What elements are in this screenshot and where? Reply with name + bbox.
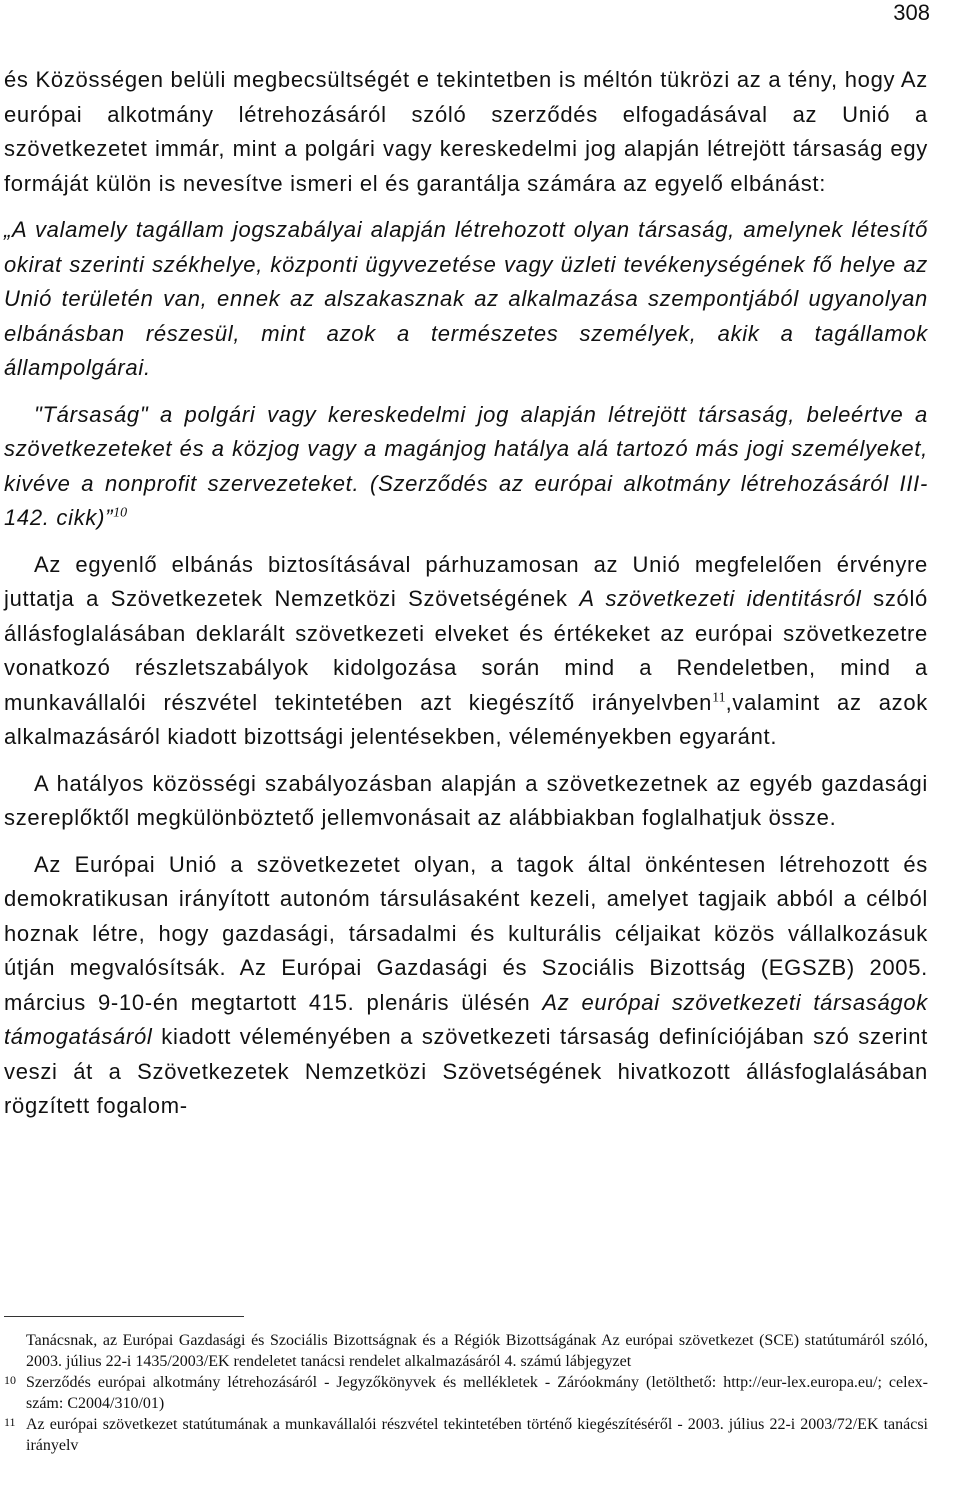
paragraph-4: [4, 848, 928, 1124]
footnote-text: Tanácsnak, az Európai Gazdasági és Szociális Bizottságnak és a Régiók Bizottságának Az európai szövetkezet (SCE) statútumáról szóló, 2003. július 22-i 1435/2003/EK rendeletet tanácsi rendelet alkalmazásáról 4. számú lábjegyzet: [26, 1332, 928, 1370]
quote-2-text: "Társaság" a polgári vagy kereskedelmi jog alapján létrejött társaság, beleértve a szövetkezeteket és a közjog vagy a magánjog hatálya alá tartozó más jogi személyeket, kivéve a nonprofit szervezeteket. (Szerződés az európai alkotmány létrehozásáról III-142. cikk)”: [4, 401, 928, 530]
footnotes: [4, 1330, 928, 1456]
document-body: [4, 63, 928, 1136]
footnote-separator: [4, 1316, 244, 1317]
paragraph-2-italic: A szövetkezeti identitásról: [579, 586, 862, 611]
paragraph-2-text-c: ,valamint az azok alkalmazásáról kiadott bizottsági jelentésekben, véleményekben egyaránt.: [4, 689, 928, 749]
paragraph-2-text-b: szóló állásfoglalásában deklarált szövetkezeti elveket és értékeket az európai szövetkezetre vonatkozó részletszabályok kidolgozása során mind a Rendeletben, mind a munkavállalói részvétel tekintetében azt kiegészítő irányelvben: [4, 586, 928, 715]
footnote-10: [4, 1372, 928, 1414]
page-number: 308: [893, 0, 930, 25]
paragraph-4-text-b: kiadott véleményében a szövetkezeti társaság definíciójában szó szerint veszi át a Szövetkezetek Nemzetközi Szövetségének hivatkozott állásfoglalásában rögzített fogalom-: [4, 1024, 928, 1118]
footnote-text: Szerződés európai alkotmány létrehozásáról - Jegyzőkönyvek és mellékletek - Záróokmány (letölthető: http://eur-lex.europa.eu/; celex-szám: C2004/310/01): [26, 1374, 928, 1412]
footnote-text: Az európai szövetkezet statútumának a munkavállalói részvétel tekintetében történő kiegészítéséről - 2003. július 22-i 2003/72/EK tanácsi irányelv: [26, 1416, 928, 1454]
footnote-number: 11: [4, 1415, 16, 1429]
paragraph-4-italic: Az európai szövetkezeti társaságok támogatásáról: [4, 989, 928, 1049]
footnote-ref-10[interactable]: 10: [113, 505, 128, 521]
footnote-number: 10: [4, 1373, 16, 1387]
quote-2: [4, 398, 928, 536]
footnote-11: [4, 1414, 928, 1456]
paragraph-1: és Közösségen belüli megbecsültségét e tekintetben is méltón tükrözi az a tény, hogy Az európai alkotmány létrehozásáról szóló szerződés elfogadásával az Unió a szövetkezetet immár, mint a polgári vagy kereskedelmi jog alapján létrejött társaság egy formáját külön is nevesítve ismeri el és garantálja számára az egyelő elbánást:: [4, 67, 928, 196]
quote-1: „A valamely tagállam jogszabályai alapján létrehozott olyan társaság, amelynek létesítő okirat szerinti székhelye, központi ügyvezetése vagy üzleti tevékenységének fő helye az Unió területén van, ennek az alszakasznak az alkalmazása szempontjából ugyanolyan elbánásban részesül, mint azok a természetes személyek, akik a tagállamok állampolgárai.: [4, 217, 928, 380]
footnote-ref-11[interactable]: 11: [712, 690, 726, 706]
footnote-continued: [4, 1330, 928, 1372]
paragraph-2: [4, 548, 928, 755]
paragraph-4-text-a: Az Európai Unió a szövetkezetet olyan, a tagok által önkéntesen létrehozott és demokratikusan irányított autonóm társulásaként kezeli, amelyet tagjaik abból a célból hoznak létre, hogy gazdasági, társadalmi és kulturális céljaikat közös vállalkozásuk útján megvalósítsák. Az Európai Gazdasági és Szociális Bizottság (EGSZB) 2005. március 9-10-én megtartott 415. plenáris ülésén: [4, 851, 928, 1015]
paragraph-3: A hatályos közösségi szabályozásban alapján a szövetkezetnek az egyéb gazdasági szereplőktől megkülönböztető jellemvonásait az alábbiakban foglalhatjuk össze.: [4, 770, 928, 830]
paragraph-2-text-a: Az egyenlő elbánás biztosításával párhuzamosan az Unió megfelelően érvényre juttatja a Szövetkezetek Nemzetközi Szövetségének: [4, 551, 928, 611]
